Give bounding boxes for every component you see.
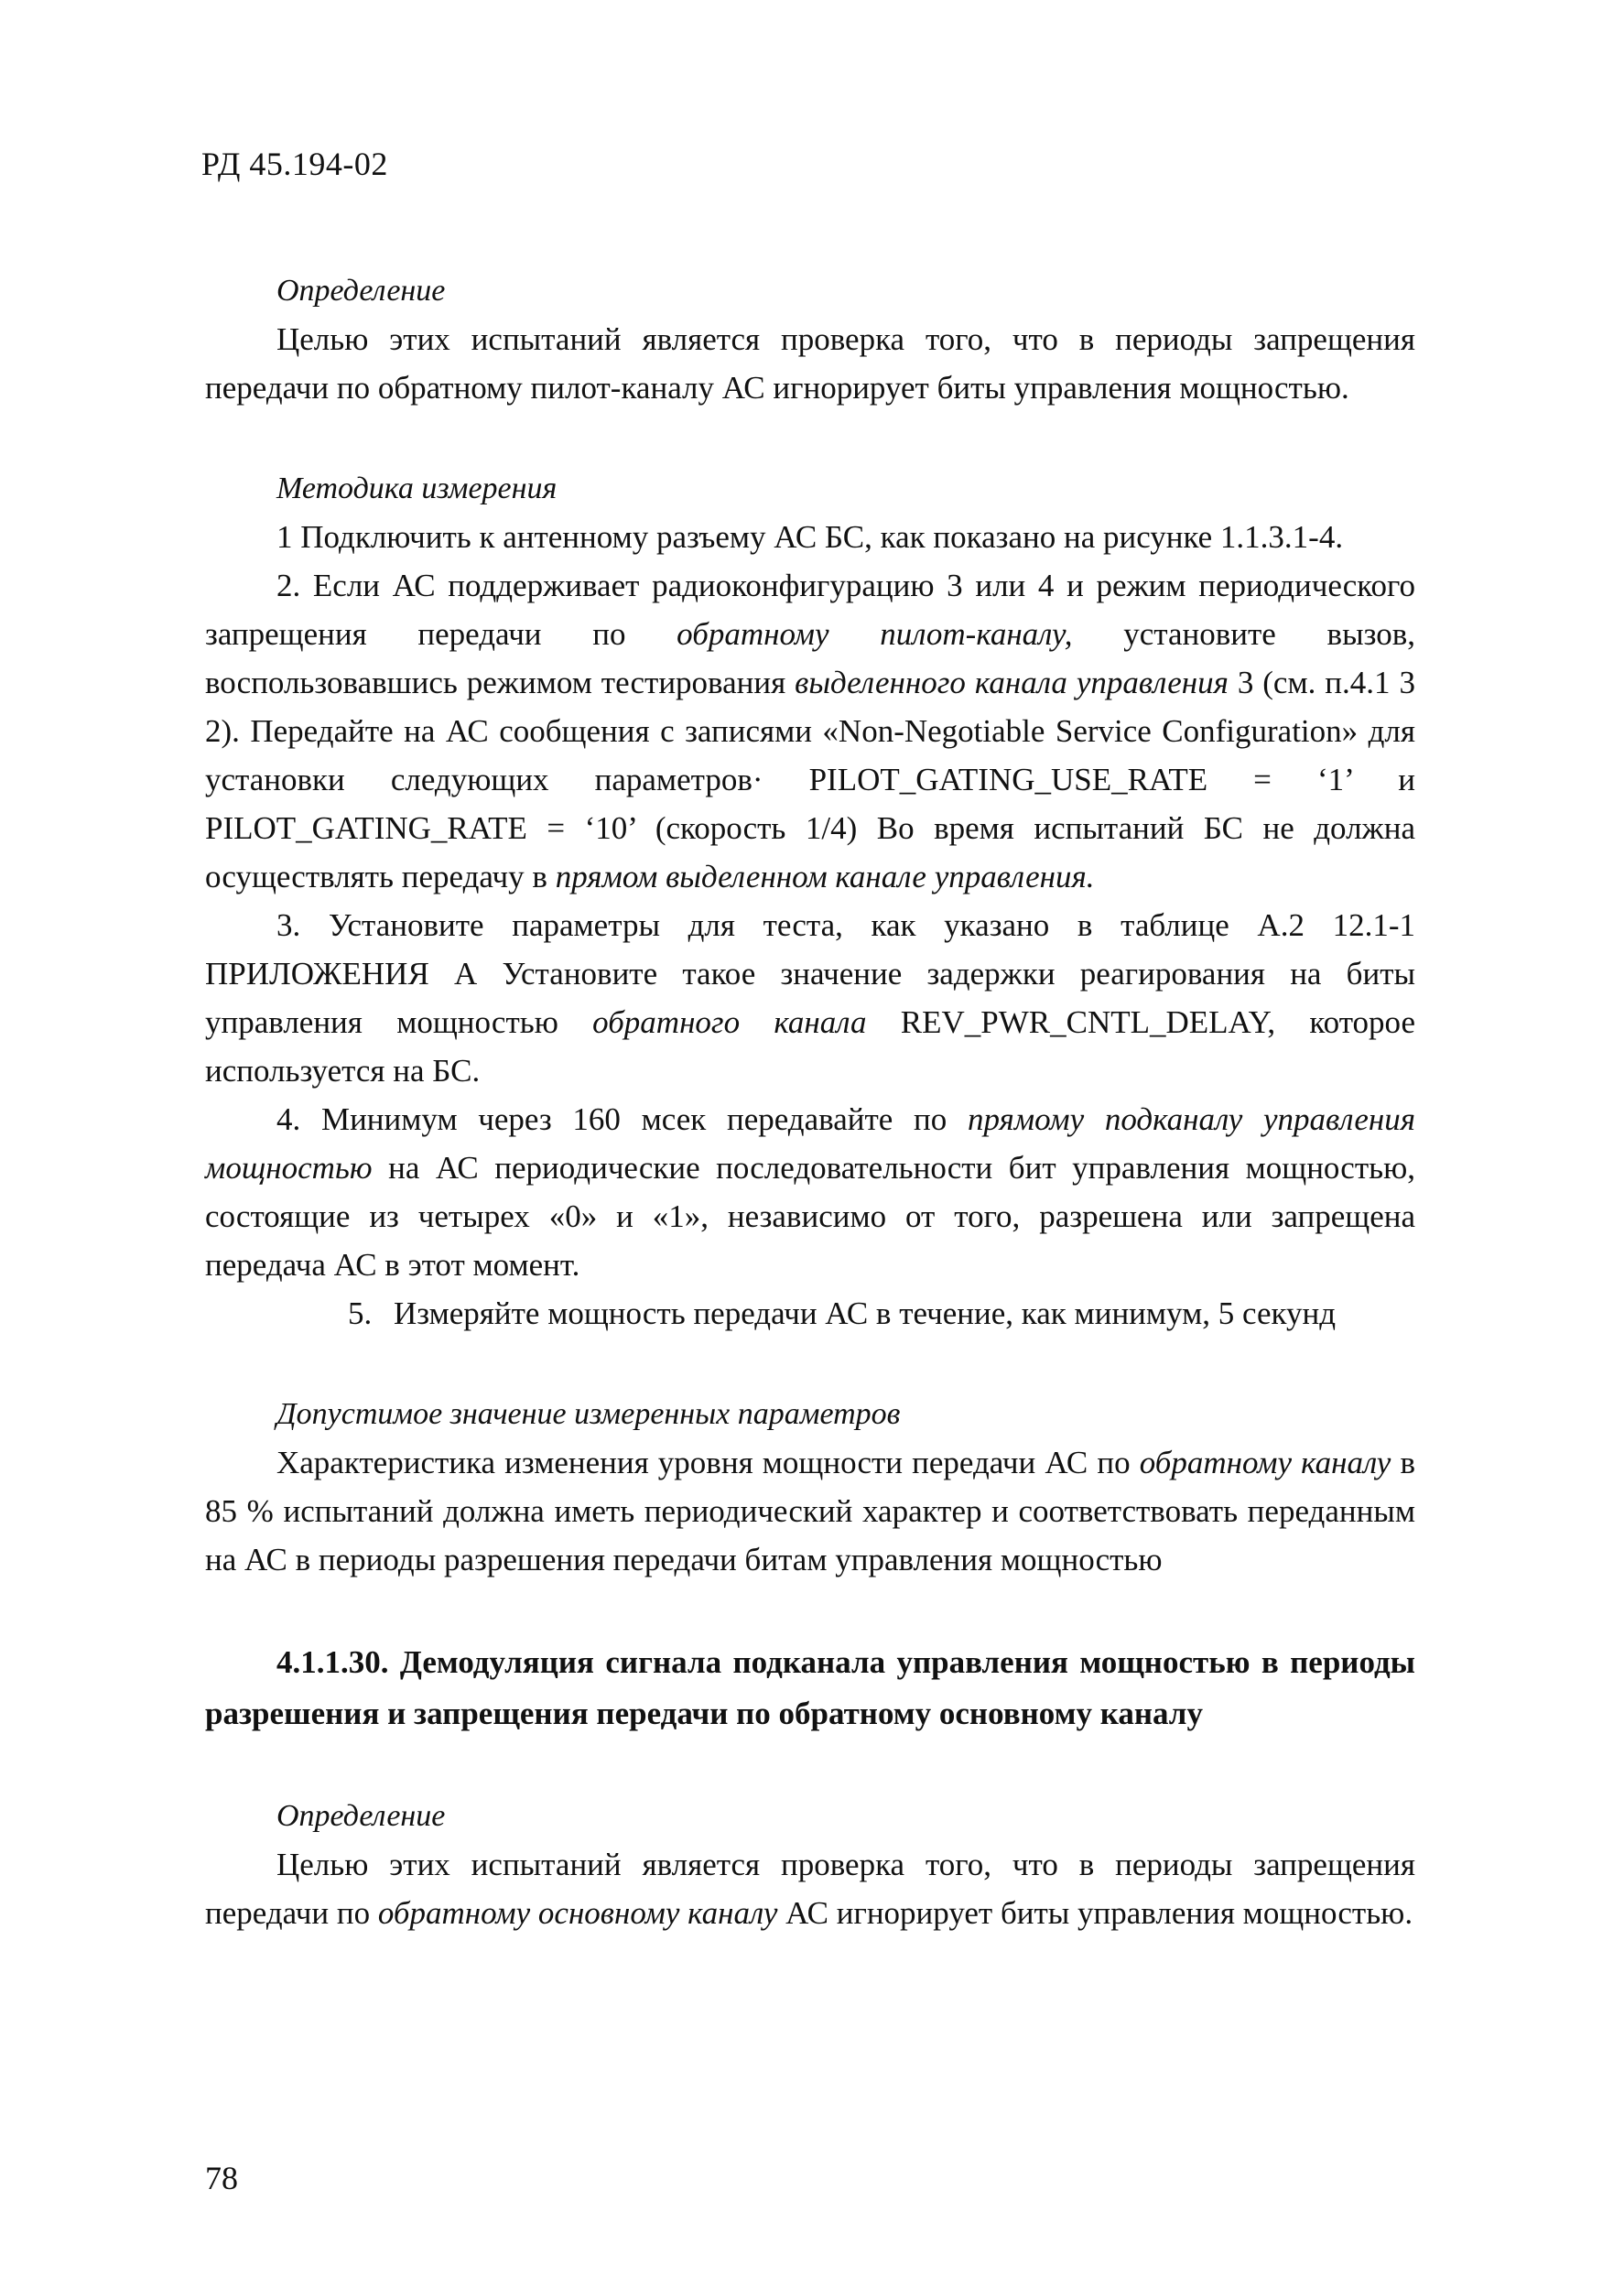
- definition-text: Целью этих испытаний является проверка того, что в периоды запрещения передачи по обратному пилот-каналу АС игнорирует биты управления мощностью.: [205, 321, 1415, 406]
- emphasis-term: обратному основному каналу: [377, 1895, 778, 1931]
- emphasis-term: прямом выделенном канале управления.: [555, 859, 1095, 894]
- method-step-3: 3. Установите параметры для теста, как указано в таблице А.2 12.1-1 ПРИЛОЖЕНИЯ А Установите такое значение задержки реагирования на биты управления мощностью обратного канала REV_PWR_CNTL_DELAY, которое используется на БС.: [205, 907, 1415, 1089]
- page-number: 78: [205, 2160, 238, 2196]
- acceptance-text: Характеристика изменения уровня мощности передачи АС по обратному каналу в 85 % испытаний должна иметь периодический характер и соответствовать переданным на АС в периоды разрешения передачи битам управления мощностью: [205, 1445, 1415, 1577]
- method-heading: Методика измерения: [276, 471, 558, 505]
- document-code: РД 45.194-02: [201, 146, 388, 182]
- method-step-5: 5. Измеряйте мощность передачи АС в течение, как минимум, 5 секунд: [205, 1289, 1415, 1338]
- emphasis-term: обратному каналу: [1139, 1445, 1391, 1480]
- definition-heading: Определение: [276, 274, 446, 308]
- definition-heading-2: Определение: [276, 1799, 446, 1833]
- method-step-2: 2. Если АС поддерживает радиоконфигурацию 3 или 4 и режим периодического запрещения передачи по обратному пилот-каналу, установите вызов, воспользовавшись режимом тестирования выделенного канала управления 3 (см. п.4.1 3 2). Передайте на АС сообщения с записями «Non-Negotiable Service Configuration» для установки следующих параметров· PILOT_GATING_USE_RATE = ‘1’ и PILOT_GATING_RATE = ‘10’ (скорость 1/4) Во время испытаний БС не должна осуществлять передачу в прямом выделенном канале управления.: [205, 568, 1415, 894]
- acceptance-heading: Допустимое значение измеренных параметров: [276, 1397, 901, 1431]
- emphasis-term: выделенного канала управления: [795, 665, 1229, 700]
- emphasis-term: обратному пилот-каналу,: [677, 616, 1073, 652]
- emphasis-term: обратного канала: [592, 1004, 867, 1040]
- emphasis-term: прямому подканалу управления мощностью: [205, 1101, 1416, 1186]
- definition-text-2: Целью этих испытаний является проверка того, что в периоды запрещения передачи по обратному основному каналу АС игнорирует биты управления мощностью.: [205, 1847, 1415, 1931]
- method-step-4: 4. Минимум через 160 мсек передавайте по прямому подканалу управления мощностью на АС периодические последовательности бит управления мощностью, состоящие из четырех «0» и «1», независимо от того, разрешена или запрещена передача АС в этот момент.: [205, 1101, 1416, 1283]
- section-title: 4.1.1.30. Демодуляция сигнала подканала управления мощностью в периоды разрешения и запрещения передачи по обратному основному каналу: [205, 1644, 1415, 1731]
- page-content: [205, 267, 1415, 1937]
- step-number: 5.: [348, 1295, 373, 1331]
- method-step-1: 1 Подключить к антенному разъему АС БС, как показано на рисунке 1.1.3.1-4.: [276, 519, 1344, 555]
